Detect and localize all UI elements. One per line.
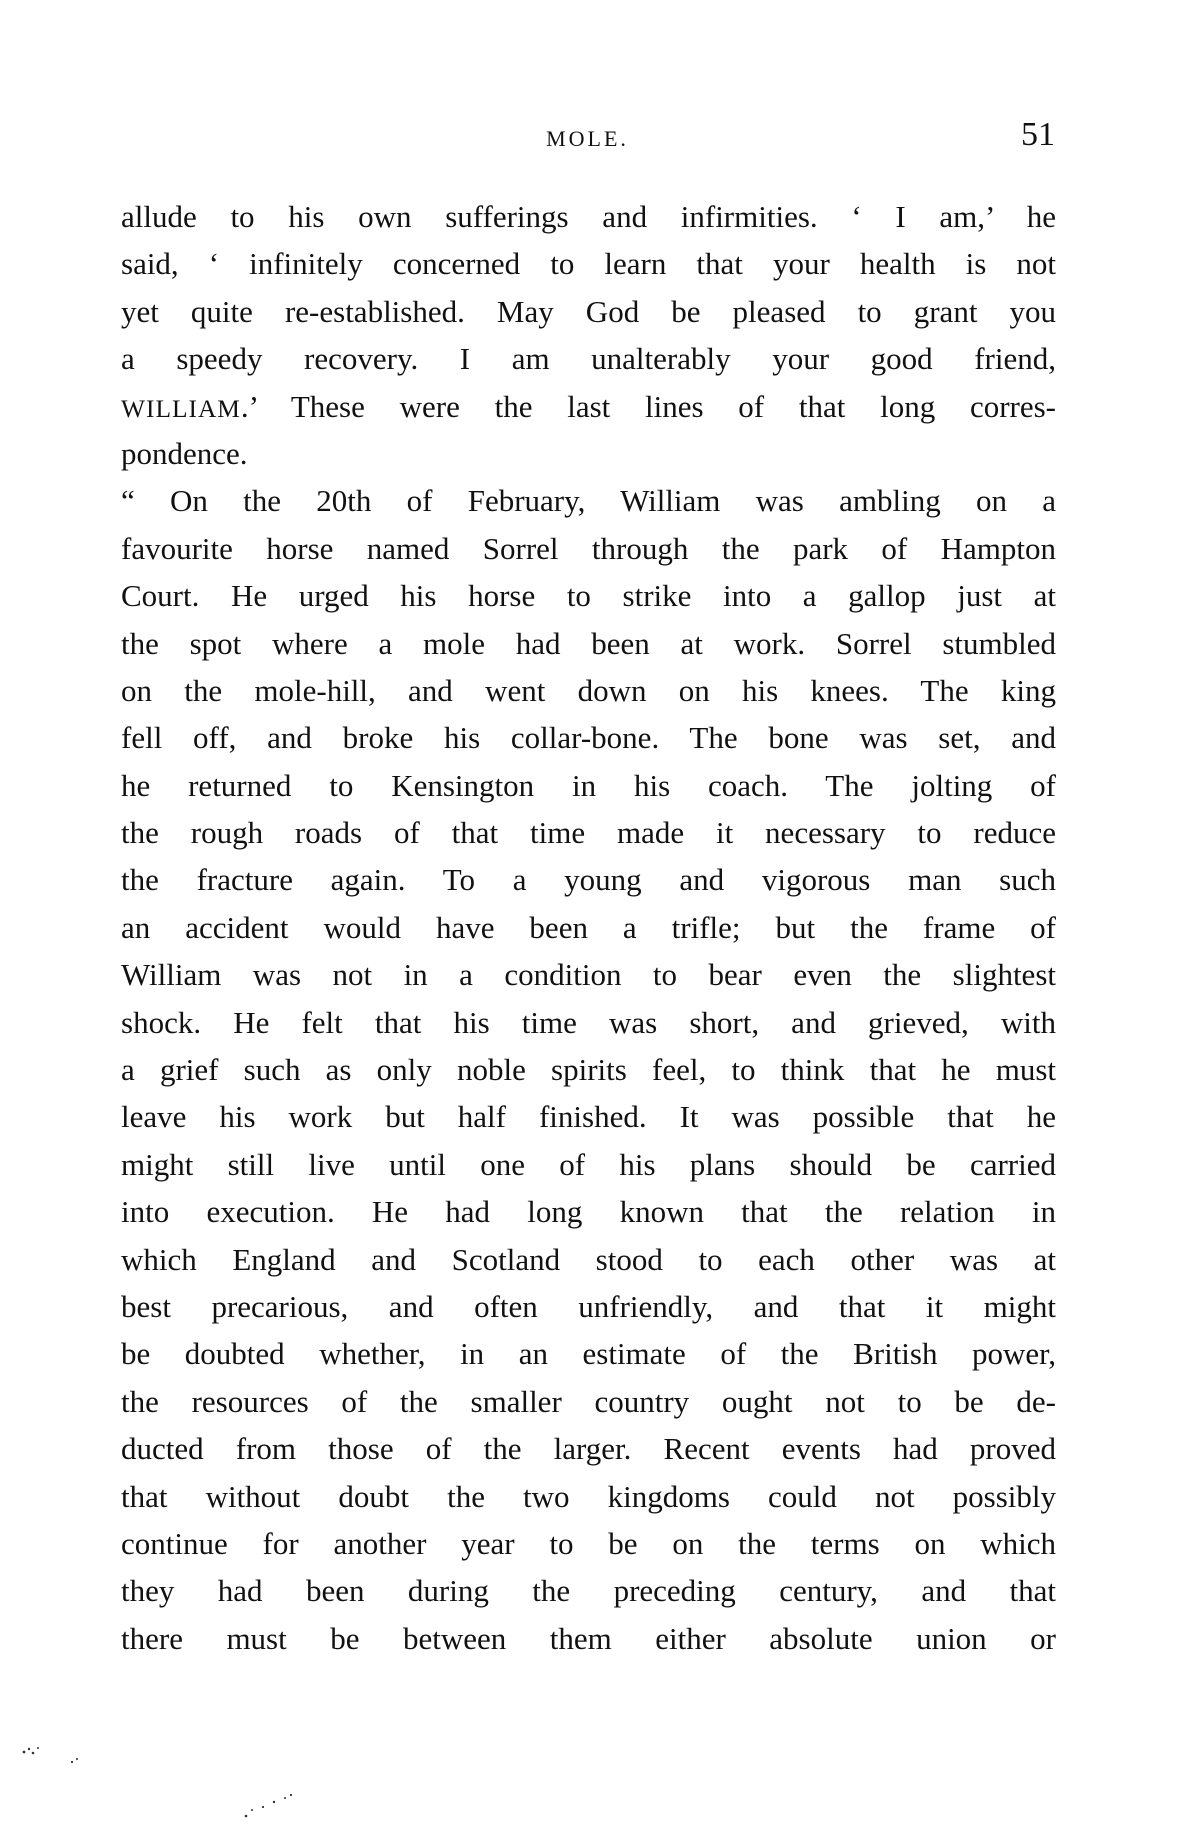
text-line: the spot where a mole had been at work. Sorrel stumbled <box>121 625 1056 661</box>
text-line: on the mole-hill, and went down on his knees. The king <box>121 672 1056 708</box>
text-line: the rough roads of that time made it necessary to reduce <box>121 815 1056 851</box>
text-line: Court. He urged his horse to strike into a gallop just at <box>121 578 1056 614</box>
running-title: MOLE. <box>546 126 629 151</box>
page-number: 51 <box>1021 116 1055 153</box>
text-line: favourite horse named Sorrel through the park of Hampton <box>121 530 1056 566</box>
text-line: the fracture again. To a young and vigorous man such <box>121 862 1056 898</box>
text-line: that without doubt the two kingdoms could not possibly <box>121 1478 1056 1514</box>
ink-specks <box>0 1740 400 1830</box>
text-line: “ On the 20th of February, William was ambling on a <box>121 483 1056 519</box>
text-line: yet quite re-established. May God be pleased to grant you <box>121 293 1056 329</box>
text-line: shock. He felt that his time was short, and grieved, with <box>121 1004 1056 1040</box>
text-line: which England and Scotland stood to each other was at <box>121 1241 1056 1277</box>
text-line: an accident would have been a trifle; but the frame of <box>121 909 1056 945</box>
text-line: continue for another year to be on the terms on which <box>121 1525 1056 1561</box>
text-line: into execution. He had long known that the relation in <box>121 1194 1056 1230</box>
body-text <box>121 193 1056 1662</box>
text-line: WILLIAM.’ These were the last lines of that long corres- <box>121 388 1056 424</box>
text-line: he returned to Kensington in his coach. The jolting of <box>121 767 1056 803</box>
text-line: best precarious, and often unfriendly, and that it might <box>121 1288 1056 1324</box>
text-line: might still live until one of his plans should be carried <box>121 1146 1056 1182</box>
text-line: allude to his own sufferings and infirmities. ‘ I am,’ he <box>121 199 1056 234</box>
text-line: a speedy recovery. I am unalterably your good friend, <box>121 341 1056 377</box>
text-line: said, ‘ infinitely concerned to learn that your health is not <box>121 246 1056 282</box>
running-head <box>120 116 1055 156</box>
text-line: ducted from those of the larger. Recent events had proved <box>121 1431 1056 1467</box>
text-line: there must be between them either absolute union or <box>121 1620 1056 1656</box>
text-line: fell off, and broke his collar-bone. The bone was set, and <box>121 720 1056 756</box>
text-line: pondence. <box>121 435 248 471</box>
text-line: William was not in a condition to bear even the slightest <box>121 957 1056 993</box>
text-line: the resources of the smaller country ought not to be de- <box>121 1383 1056 1419</box>
text-line: be doubted whether, in an estimate of the British power, <box>121 1336 1056 1372</box>
signature-name: WILLIAM <box>121 394 241 423</box>
text-line: leave his work but half finished. It was possible that he <box>121 1099 1056 1135</box>
text-line: they had been during the preceding century, and that <box>121 1573 1056 1609</box>
text-line: a grief such as only noble spirits feel, to think that he must <box>121 1052 1056 1088</box>
